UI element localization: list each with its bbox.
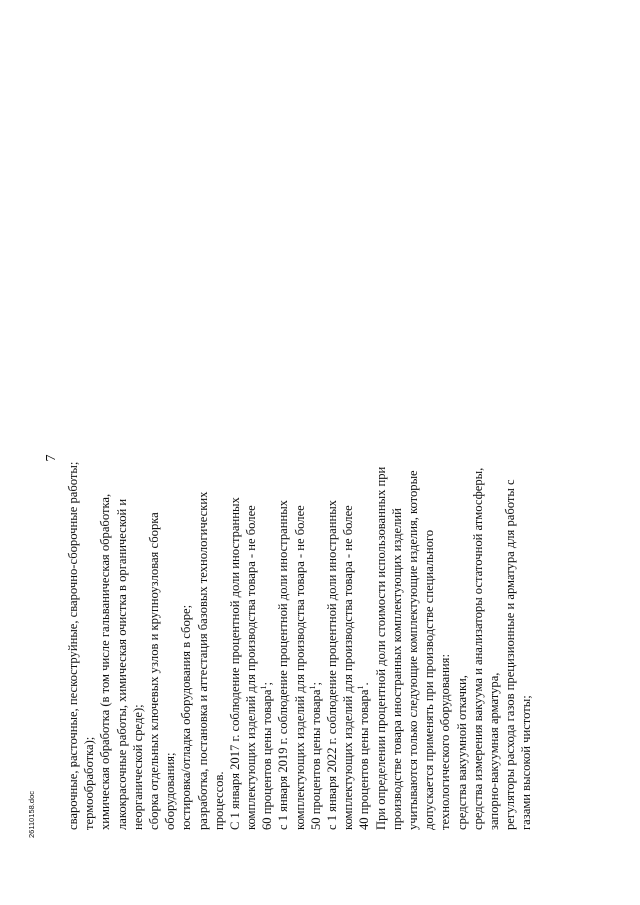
line-text: учитываются только следующие комплектующие изделия, которые — [405, 470, 420, 830]
text-line — [97, 80, 113, 830]
text-line — [114, 80, 130, 830]
line-text: средства вакуумной откачки, — [454, 675, 469, 830]
text-line — [356, 80, 372, 830]
line-text: лакокрасочные работы, химическая очистка в органической и — [114, 498, 129, 830]
page-number: 7 — [44, 454, 59, 462]
line-text: сварочные, расточные, пескоструйные, сварочно-сборочные работы; — [66, 461, 80, 830]
line-text: производстве товара иностранных комплектующих изделий — [389, 508, 404, 830]
text-line — [308, 80, 324, 830]
line-text: С 1 января 2017 г. соблюдение процентной доли иностранных — [227, 497, 242, 830]
line-text: допускается применять при производстве специального — [422, 529, 437, 830]
footnote-marker: 1 — [356, 685, 366, 690]
line-text: сборка отдельных ключевых узлов и крупноузловая сборка — [146, 512, 161, 830]
line-text: 50 процентов цены товара — [308, 689, 323, 830]
line-text: неорганической среде); — [130, 704, 145, 830]
text-line — [518, 80, 534, 830]
line-text: регуляторы расхода газов прецизионные и арматура для работы с — [503, 479, 518, 830]
text-line — [470, 80, 486, 830]
line-text: технологического оборудования: — [438, 654, 453, 830]
line-text: процессов. — [211, 771, 226, 830]
footnote-marker: 1 — [259, 685, 269, 690]
text-line — [373, 80, 389, 830]
footer-filename: 26110158.doc — [27, 791, 36, 838]
text-line — [227, 80, 243, 830]
line-punctuation: ; — [260, 682, 275, 686]
text-line — [340, 80, 356, 830]
text-line — [146, 80, 162, 830]
text-line — [292, 80, 308, 830]
line-punctuation: ; — [308, 682, 323, 686]
text-line — [178, 80, 194, 830]
line-text: химическая обработка (в том числе гальваническая обработка, — [98, 493, 113, 830]
line-text: термообработка); — [82, 736, 97, 830]
text-line — [486, 80, 502, 830]
footnote-marker: 1 — [307, 685, 317, 690]
line-text: с 1 января 2019 г. соблюдение процентной доли иностранных — [276, 500, 291, 830]
text-line — [324, 80, 340, 830]
line-text: юстировка/отладка оборудования в сборе; — [179, 604, 194, 830]
text-line — [162, 80, 178, 830]
text-line — [211, 80, 227, 830]
text-line — [389, 80, 405, 830]
line-punctuation: . — [357, 682, 372, 686]
text-line — [65, 80, 81, 830]
text-line — [405, 80, 421, 830]
text-line — [195, 80, 211, 830]
line-text: комплектующих изделий для производства товара - не более — [341, 505, 356, 830]
text-line — [454, 80, 470, 830]
line-text: При определении процентной доли стоимости использованных при — [373, 466, 388, 830]
text-line — [130, 80, 146, 830]
body-text — [65, 80, 534, 830]
line-text: запорно-вакуумная арматура, — [486, 672, 501, 830]
line-text: газами высокой чистоты; — [519, 695, 534, 830]
line-text: 60 процентов цены товара — [260, 689, 275, 830]
line-text: 40 процентов цены товара — [357, 689, 372, 830]
text-line — [81, 80, 97, 830]
text-line — [502, 80, 518, 830]
text-line — [259, 80, 275, 830]
text-line — [275, 80, 291, 830]
line-text: комплектующих изделий для производства товара - не более — [292, 505, 307, 830]
text-line — [243, 80, 259, 830]
line-text: средства измерения вакуума и анализаторы остаточной атмосферы, — [470, 467, 485, 830]
text-line — [437, 80, 453, 830]
line-text: разработка, постановка и аттестация базовых технологических — [195, 491, 210, 830]
text-line — [421, 80, 437, 830]
line-text: с 1 января 2022 г. соблюдение процентной доли иностранных — [325, 500, 339, 830]
line-text: комплектующих изделий для производства товара - не более — [244, 505, 259, 830]
line-text: оборудования; — [163, 752, 178, 830]
